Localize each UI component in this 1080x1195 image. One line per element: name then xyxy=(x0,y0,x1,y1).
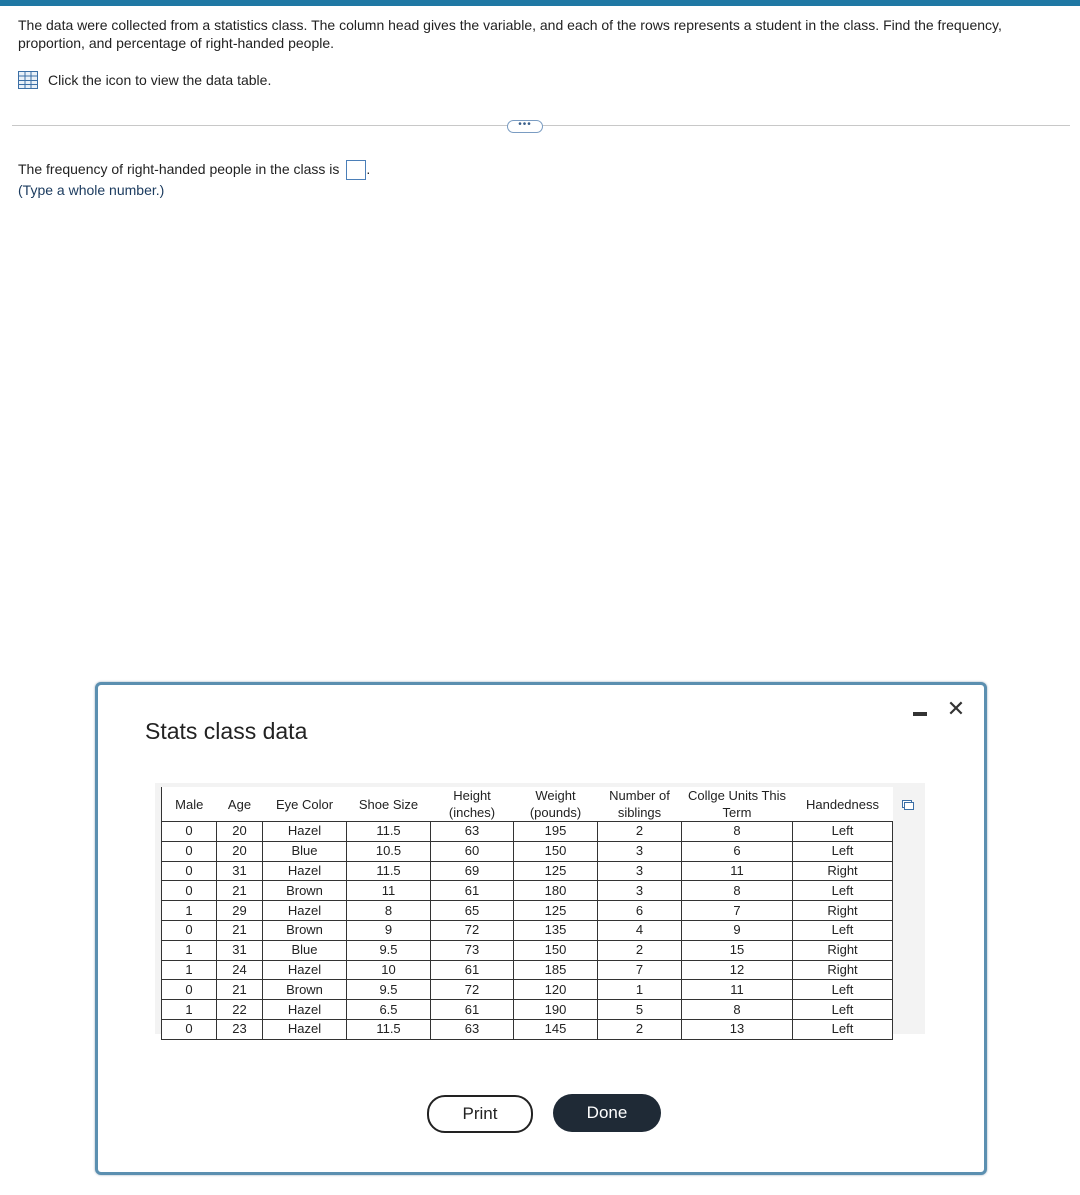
table-cell: 9 xyxy=(682,920,793,940)
table-cell: 7 xyxy=(682,901,793,921)
table-cell: 24 xyxy=(217,960,263,980)
table-cell: 180 xyxy=(514,881,598,901)
table-cell: Brown xyxy=(263,920,347,940)
table-cell: 61 xyxy=(431,1000,514,1020)
column-header: Handedness xyxy=(793,787,893,822)
table-cell: Hazel xyxy=(263,822,347,842)
table-cell: Hazel xyxy=(263,1019,347,1039)
table-cell: 11.5 xyxy=(347,861,431,881)
expand-more-button[interactable]: ••• xyxy=(507,120,543,133)
table-cell: 11 xyxy=(682,980,793,1000)
table-row xyxy=(162,960,893,980)
table-cell: 6.5 xyxy=(347,1000,431,1020)
table-cell: Left xyxy=(793,980,893,1000)
table-cell: 31 xyxy=(217,861,263,881)
table-cell: 1 xyxy=(162,901,217,921)
column-header: Weight (pounds) xyxy=(514,787,598,822)
table-row xyxy=(162,920,893,940)
table-cell: 2 xyxy=(598,1019,682,1039)
table-cell: 7 xyxy=(598,960,682,980)
table-cell: 29 xyxy=(217,901,263,921)
table-cell: 65 xyxy=(431,901,514,921)
table-cell: 1 xyxy=(162,940,217,960)
table-cell: 10.5 xyxy=(347,841,431,861)
table-cell: 21 xyxy=(217,920,263,940)
table-cell: 63 xyxy=(431,822,514,842)
table-cell: 3 xyxy=(598,861,682,881)
table-cell: 13 xyxy=(682,1019,793,1039)
table-cell: 125 xyxy=(514,861,598,881)
table-cell: Brown xyxy=(263,881,347,901)
table-cell: 73 xyxy=(431,940,514,960)
table-cell: 11.5 xyxy=(347,822,431,842)
table-cell: 0 xyxy=(162,841,217,861)
table-cell: 11 xyxy=(347,881,431,901)
table-cell: 3 xyxy=(598,881,682,901)
column-header: Eye Color xyxy=(263,787,347,822)
table-cell: 150 xyxy=(514,940,598,960)
table-cell: 21 xyxy=(217,881,263,901)
column-header: Collge Units This Term xyxy=(682,787,793,822)
table-cell: 72 xyxy=(431,920,514,940)
table-cell: Left xyxy=(793,920,893,940)
table-cell: 61 xyxy=(431,960,514,980)
table-cell: Left xyxy=(793,1000,893,1020)
prompt-text: The frequency of right-handed people in the class is xyxy=(18,161,340,177)
table-cell: 190 xyxy=(514,1000,598,1020)
table-cell: 0 xyxy=(162,861,217,881)
done-button[interactable]: Done xyxy=(553,1094,661,1132)
table-cell: 145 xyxy=(514,1019,598,1039)
answer-prompt xyxy=(18,159,370,180)
table-cell: 135 xyxy=(514,920,598,940)
column-header: Age xyxy=(217,787,263,822)
table-cell: Left xyxy=(793,1019,893,1039)
top-accent-bar xyxy=(0,0,1080,6)
table-cell: Left xyxy=(793,881,893,901)
table-cell: 0 xyxy=(162,881,217,901)
table-cell: 9.5 xyxy=(347,980,431,1000)
table-cell: 31 xyxy=(217,940,263,960)
table-row xyxy=(162,881,893,901)
table-cell: 23 xyxy=(217,1019,263,1039)
table-cell: Brown xyxy=(263,980,347,1000)
copy-icon[interactable] xyxy=(902,800,914,810)
table-cell: Hazel xyxy=(263,1000,347,1020)
table-cell: 60 xyxy=(431,841,514,861)
minimize-icon[interactable] xyxy=(911,699,929,717)
table-cell: Hazel xyxy=(263,960,347,980)
table-cell: Blue xyxy=(263,841,347,861)
table-cell: 8 xyxy=(682,1000,793,1020)
table-cell: 0 xyxy=(162,920,217,940)
data-table xyxy=(161,787,893,1040)
table-row xyxy=(162,980,893,1000)
table-cell: 63 xyxy=(431,1019,514,1039)
table-cell: Left xyxy=(793,841,893,861)
table-row xyxy=(162,822,893,842)
table-cell: 69 xyxy=(431,861,514,881)
table-cell: 12 xyxy=(682,960,793,980)
column-header: Shoe Size xyxy=(347,787,431,822)
table-cell: 1 xyxy=(162,960,217,980)
table-row xyxy=(162,901,893,921)
table-row xyxy=(162,1000,893,1020)
table-cell: 120 xyxy=(514,980,598,1000)
table-cell: 125 xyxy=(514,901,598,921)
table-cell: 185 xyxy=(514,960,598,980)
table-cell: Blue xyxy=(263,940,347,960)
data-link-label[interactable]: Click the icon to view the data table. xyxy=(48,72,272,88)
table-cell: Hazel xyxy=(263,861,347,881)
table-cell: Right xyxy=(793,861,893,881)
table-cell: 20 xyxy=(217,822,263,842)
answer-input[interactable] xyxy=(346,160,366,180)
question-text: The data were collected from a statistics class. The column head gives the variable, and each of the rows represents a student in the class. Find the frequency, proportion, and percentage of right-handed people. xyxy=(18,17,1002,51)
table-cell: 4 xyxy=(598,920,682,940)
dialog-title: Stats class data xyxy=(145,718,308,744)
table-cell: 22 xyxy=(217,1000,263,1020)
table-cell: 5 xyxy=(598,1000,682,1020)
table-cell: 11.5 xyxy=(347,1019,431,1039)
table-cell: 1 xyxy=(162,1000,217,1020)
table-cell: 72 xyxy=(431,980,514,1000)
table-cell: 9 xyxy=(347,920,431,940)
table-cell: Right xyxy=(793,960,893,980)
prompt-suffix: . xyxy=(366,161,371,177)
grid-icon[interactable] xyxy=(18,71,38,89)
table-cell: 195 xyxy=(514,822,598,842)
answer-hint: (Type a whole number.) xyxy=(18,182,165,198)
table-cell: 6 xyxy=(598,901,682,921)
table-cell: 10 xyxy=(347,960,431,980)
column-header: Number of siblings xyxy=(598,787,682,822)
table-cell: 9.5 xyxy=(347,940,431,960)
column-header: Male xyxy=(162,787,217,822)
table-cell: 20 xyxy=(217,841,263,861)
table-row xyxy=(162,841,893,861)
table-cell: 1 xyxy=(598,980,682,1000)
table-cell: 0 xyxy=(162,1019,217,1039)
table-cell: 3 xyxy=(598,841,682,861)
table-cell: 0 xyxy=(162,980,217,1000)
table-row xyxy=(162,940,893,960)
table-cell: Hazel xyxy=(263,901,347,921)
table-cell: Right xyxy=(793,940,893,960)
table-cell: 2 xyxy=(598,940,682,960)
print-button[interactable]: Print xyxy=(427,1095,533,1133)
data-table-container xyxy=(155,783,925,1037)
close-icon[interactable]: ✕ xyxy=(946,696,966,721)
table-row xyxy=(162,861,893,881)
table-cell: 21 xyxy=(217,980,263,1000)
table-cell: Right xyxy=(793,901,893,921)
table-cell: 6 xyxy=(682,841,793,861)
table-cell: 11 xyxy=(682,861,793,881)
data-table-link[interactable] xyxy=(18,71,271,89)
table-cell: 2 xyxy=(598,822,682,842)
table-row xyxy=(162,1019,893,1039)
table-cell: 8 xyxy=(347,901,431,921)
table-cell: 61 xyxy=(431,881,514,901)
table-cell: 0 xyxy=(162,822,217,842)
table-cell: 8 xyxy=(682,822,793,842)
table-cell: 150 xyxy=(514,841,598,861)
table-cell: Left xyxy=(793,822,893,842)
table-cell: 8 xyxy=(682,881,793,901)
table-cell: 15 xyxy=(682,940,793,960)
stats-data-dialog xyxy=(95,682,987,1175)
column-header: Height (inches) xyxy=(431,787,514,822)
